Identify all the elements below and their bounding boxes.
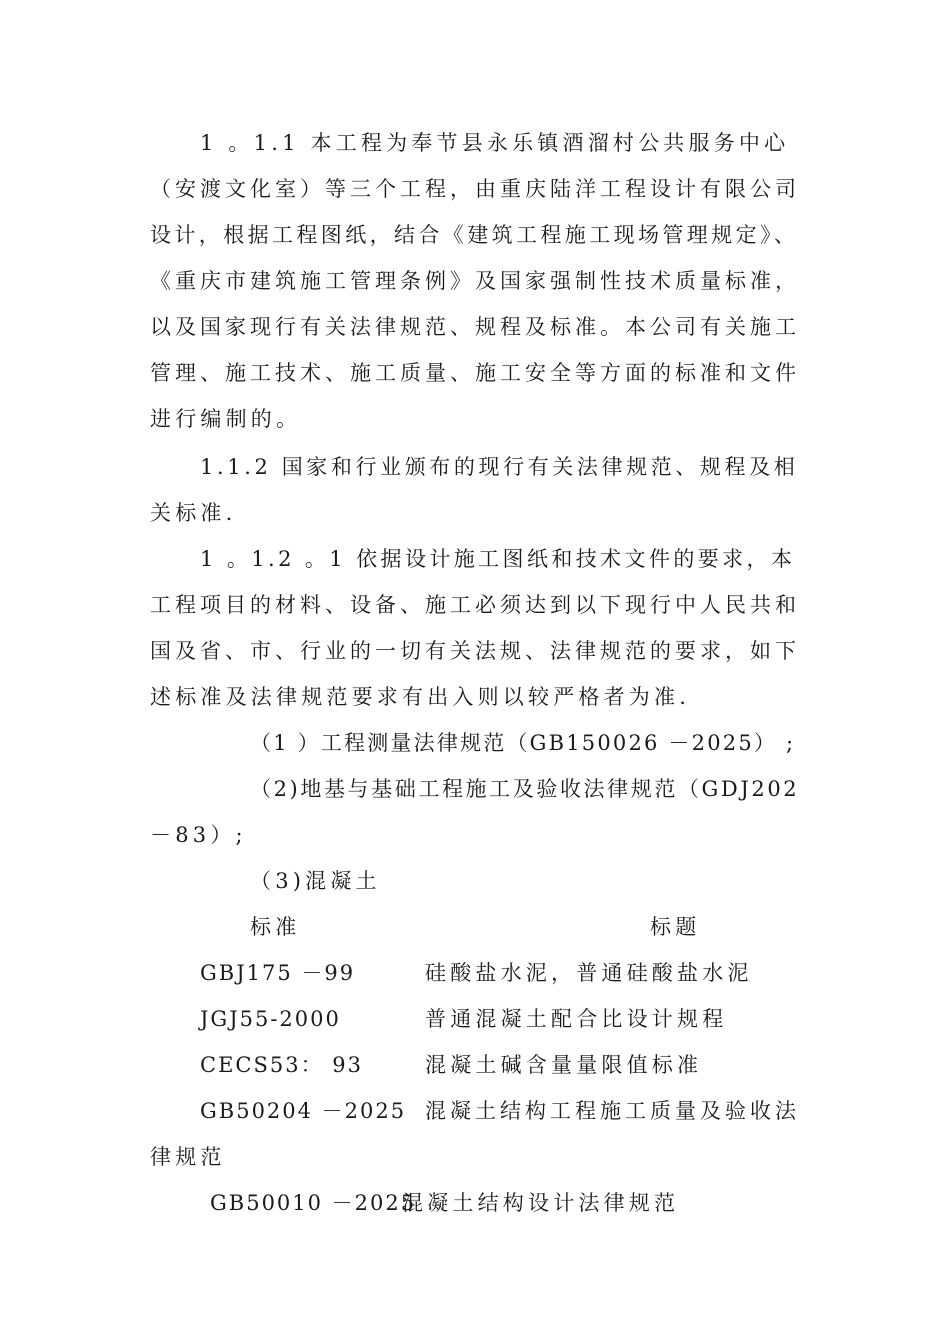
table-cell-title: 硅酸盐水泥，普通硅酸盐水泥 (425, 961, 753, 985)
paragraph-line: 工程项目的材料、设备、施工必须达到以下现行中人民共和 (150, 593, 800, 617)
paragraph-line: 进行编制的。 (150, 407, 302, 431)
table-cell-code: GBJ175 －99 (200, 961, 356, 985)
list-item: －83）; (150, 823, 247, 847)
section-heading-line: 1.1.2 国家和行业颁布的现行有关法律规范、规程及相 (200, 455, 799, 479)
list-item: （2)地基与基础工程施工及验收法律规范（GDJ202 (250, 777, 800, 801)
table-header-title: 标题 (650, 915, 701, 939)
paragraph-line: 1 。1.2 。1 依据设计施工图纸和技术文件的要求，本 (200, 547, 796, 571)
table-cell-title: 混凝土碱含量量限值标准 (425, 1053, 703, 1077)
paragraph-line: 1 。1.1 本工程为奉节县永乐镇酒溜村公共服务中心 (200, 131, 790, 155)
table-header-standard: 标准 (250, 915, 301, 939)
paragraph-line: 述标准及法律规范要求有出入则以较严格者为准. (150, 685, 691, 709)
paragraph-line: 设计，根据工程图纸，结合《建筑工程施工现场管理规定》、 (150, 223, 799, 247)
table-cell-code: GB50204 －2025 (200, 1099, 407, 1123)
table-cell-code: JGJ55-2000 (200, 1007, 341, 1031)
paragraph-line: 以及国家现行有关法律规范、规程及标准。本公司有关施工 (150, 315, 800, 339)
table-cell-title: 普通混凝土配合比设计规程 (425, 1007, 728, 1031)
list-item: （3)混凝土 (250, 869, 381, 893)
paragraph-line: 国及省、市、行业的一切有关法规、法律规范的要求，如下 (150, 639, 800, 663)
table-cell-code: GB50010 －2025 (210, 1191, 417, 1215)
paragraph-line: 《重庆市建筑施工管理条例》及国家强制性技术质量标准， (150, 269, 800, 293)
paragraph-line: （安渡文化室）等三个工程，由重庆陆洋工程设计有限公司 (150, 177, 800, 201)
list-item: （1 ）工程测量法律规范（GB150026 －2025） ; (250, 731, 796, 755)
table-cell-title: 混凝土结构设计法律规范 (402, 1191, 680, 1215)
table-cell-title-continued: 律规范 (150, 1145, 226, 1169)
paragraph-line: 管理、施工技术、施工质量、施工安全等方面的标准和文件 (150, 361, 800, 385)
table-cell-title: 混凝土结构工程施工质量及验收法 (425, 1099, 800, 1123)
table-cell-code: CECS53： 93 (200, 1053, 363, 1077)
section-heading-line: 关标准. (150, 501, 237, 525)
